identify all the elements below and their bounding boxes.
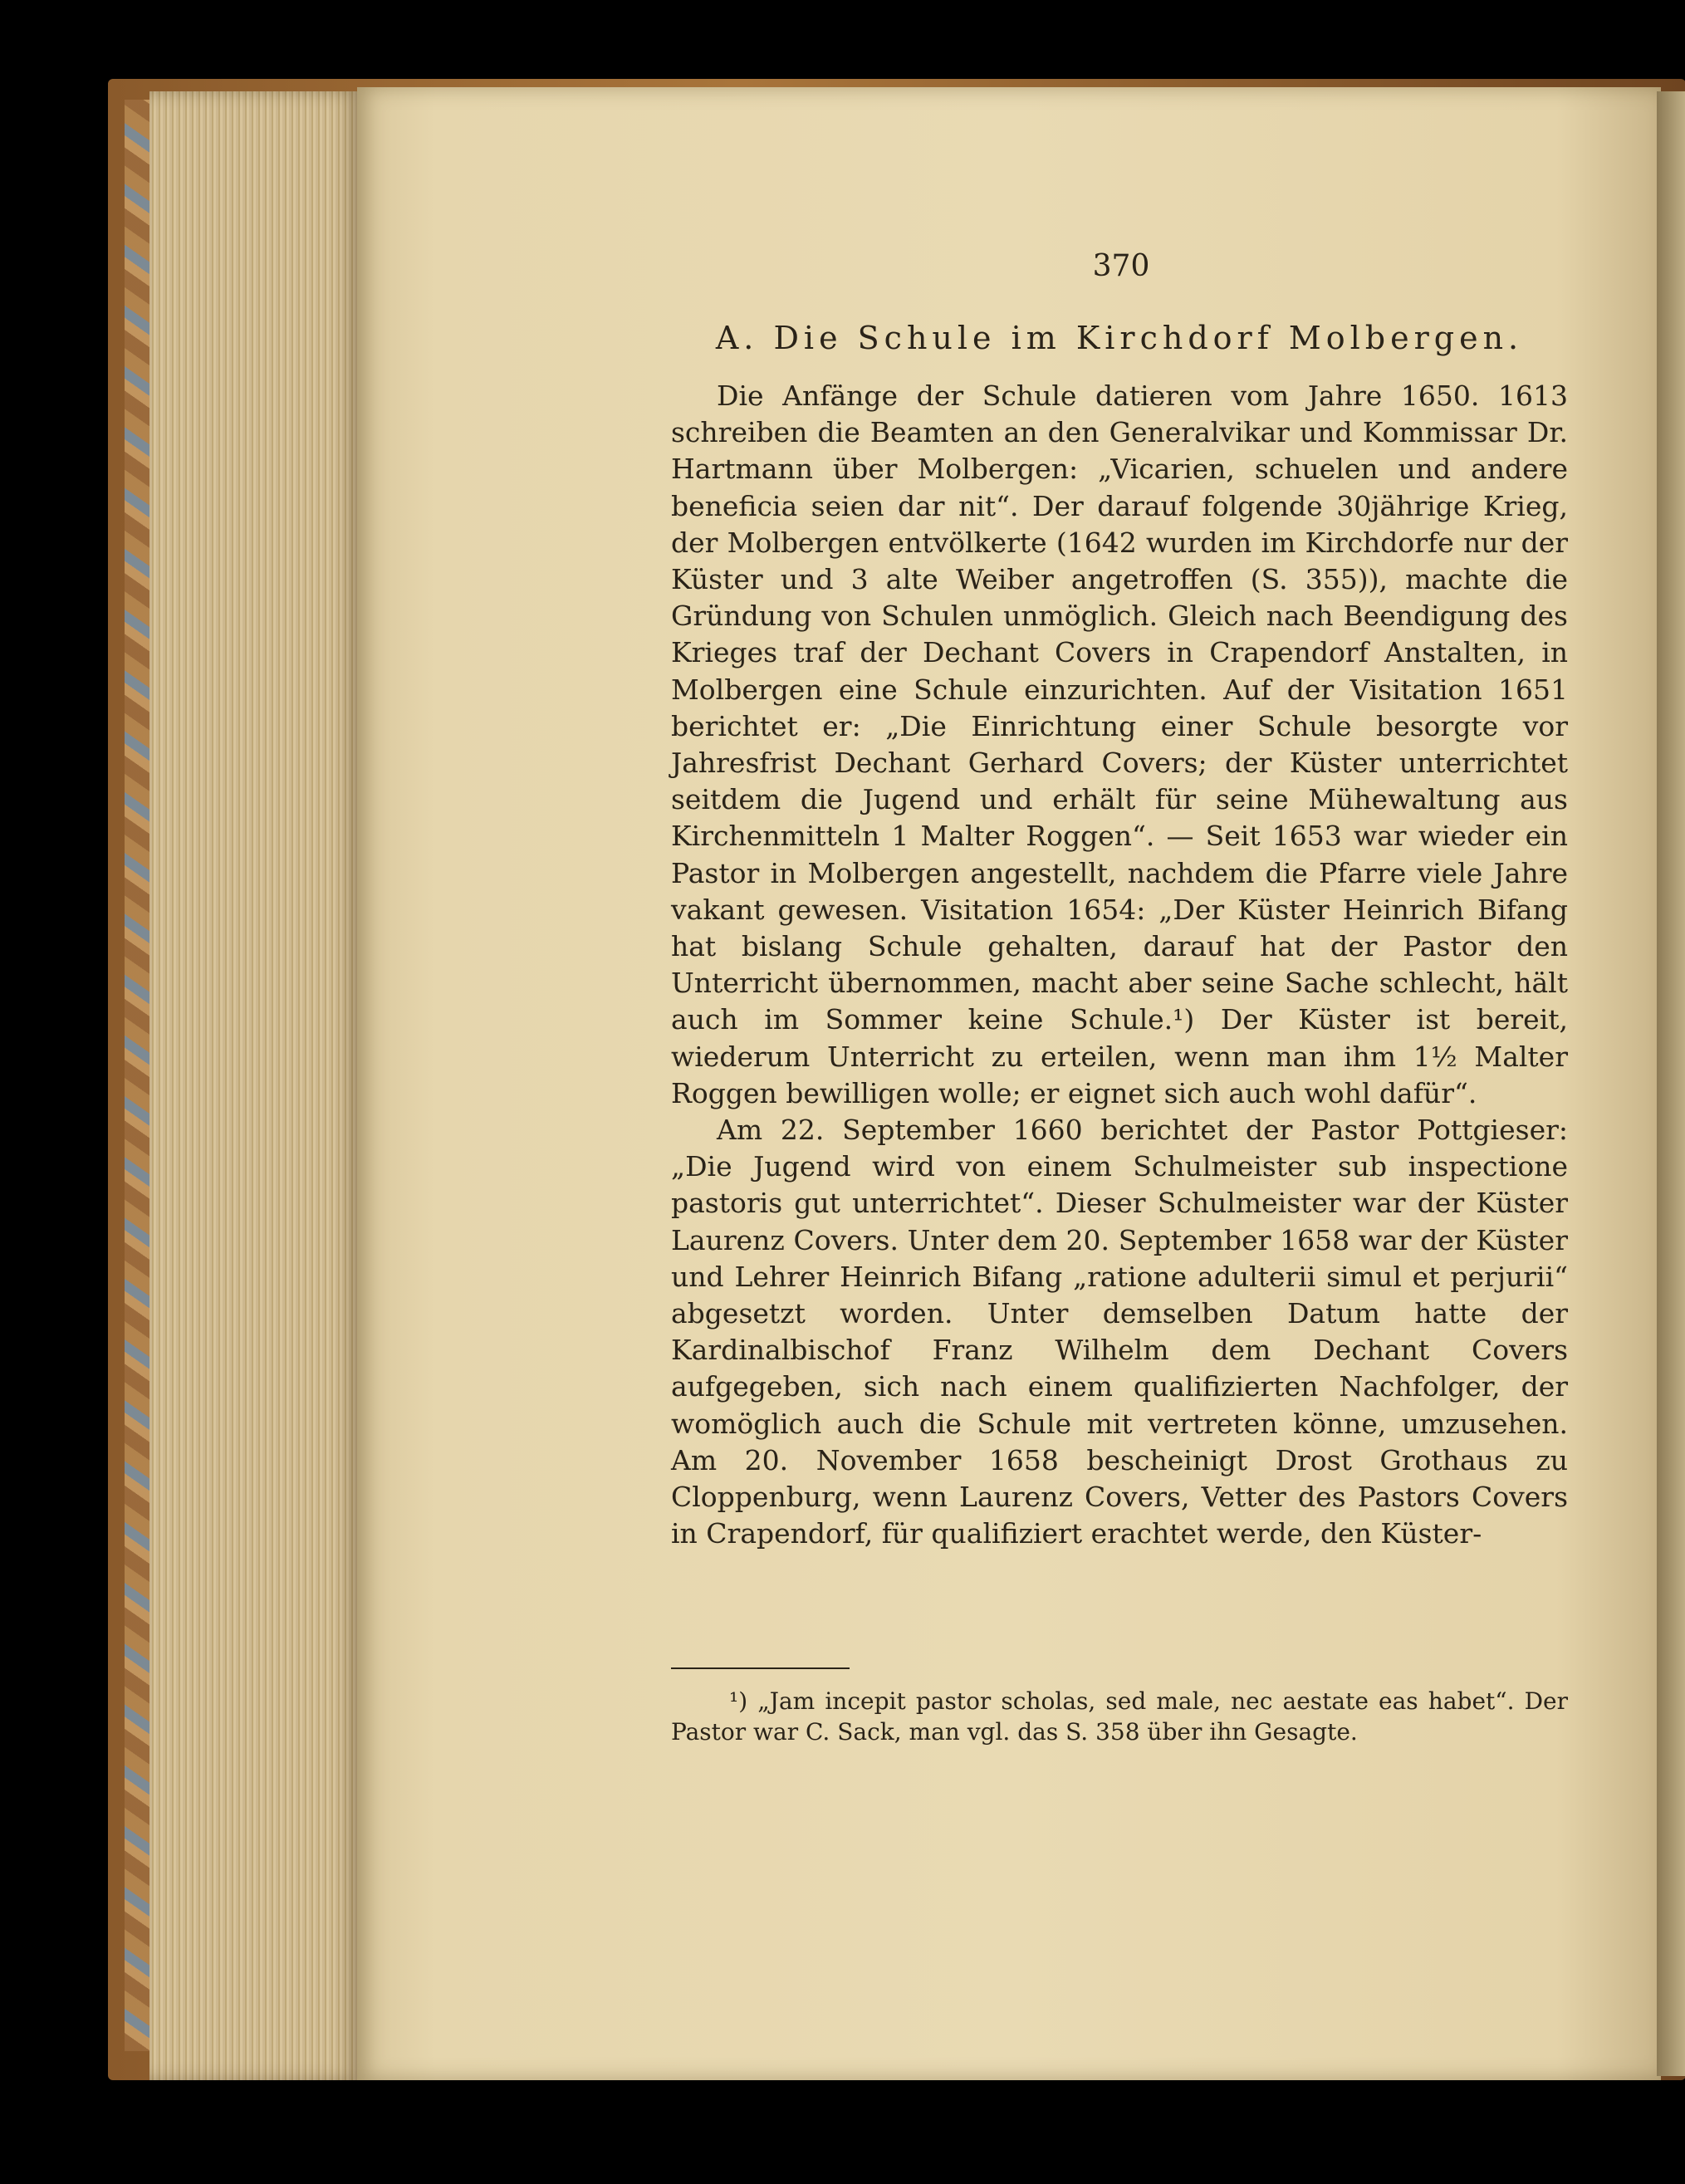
body-text	[671, 378, 1568, 1553]
paragraph: Die Anfänge der Schule datieren vom Jahre 1650. 1613 schreiben die Beamten an den Generalvikar und Kommissar Dr. Hartmann über Molbergen: „Vicarien, schuelen und andere beneficia seien dar nit“. Der darauf folgende 30jährige Krieg, der Molbergen entvölkerte (1642 wurden im Kirchdorfe nur der Küster und 3 alte Weiber angetroffen (S. 355)), machte die Gründung von Schulen unmöglich. Gleich nach Beendigung des Krieges traf der Dechant Covers in Crapendorf Anstalten, in Molbergen eine Schule einzurichten. Auf der Visitation 1651 berichtet er: „Die Einrichtung einer Schule besorgte vor Jahresfrist Dechant Gerhard Covers; der Küster unterrichtet seitdem die Jugend und erhält für seine Mühewaltung aus Kirchenmitteln 1 Malter Roggen“. — Seit 1653 war wieder ein Pastor in Molbergen angestellt, nachdem die Pfarre viele Jahre vakant gewesen. Visitation 1654: „Der Küster Heinrich Bifang hat bislang Schule gehalten, darauf hat der Pastor den Unterricht übernommen, macht aber seine Sache schlecht, hält auch im Sommer keine Schule.¹) Der Küster ist bereit, wiederum Unterricht zu erteilen, wenn man ihm 1½ Malter Roggen bewilligen wolle; er eignet sich auch wohl dafür“.	[671, 380, 1568, 1109]
footnote: ¹) „Jam incepit pastor scholas, sed male, nec aestate eas habet“. Der Pastor war C. Sack, man vgl. das S. 358 über ihn Gesagte.	[671, 1687, 1568, 1746]
footnote-divider	[671, 1667, 850, 1669]
section-heading: A. Die Schule im Kirchdorf Molbergen.	[715, 320, 1524, 356]
paragraph: Am 22. September 1660 berichtet der Pastor Pottgieser: „Die Jugend wird von einem Schulmeister sub inspectione pastoris gut unterrichtet“. Dieser Schulmeister war der Küster Laurenz Covers. Unter dem 20. September 1658 war der Küster und Lehrer Heinrich Bifang „ratione adulterii simul et perjurii“ abgesetzt worden. Unter demselben Datum hatte der Kardinalbischof Franz Wilhelm dem Dechant Covers aufgegeben, sich nach einem qualifizierten Nachfolger, der womöglich auch die Schule mit vertreten könne, umzusehen. Am 20. November 1658 bescheinigt Drost Grothaus zu Cloppenburg, wenn Laurenz Covers, Vetter des Pastors Covers in Crapendorf, für qualifiziert erachtet werde, den Küster-	[671, 1114, 1568, 1550]
page-number: 370	[1092, 249, 1150, 283]
facing-page-edge	[1657, 91, 1685, 2076]
page-stack-edges	[149, 91, 365, 2080]
